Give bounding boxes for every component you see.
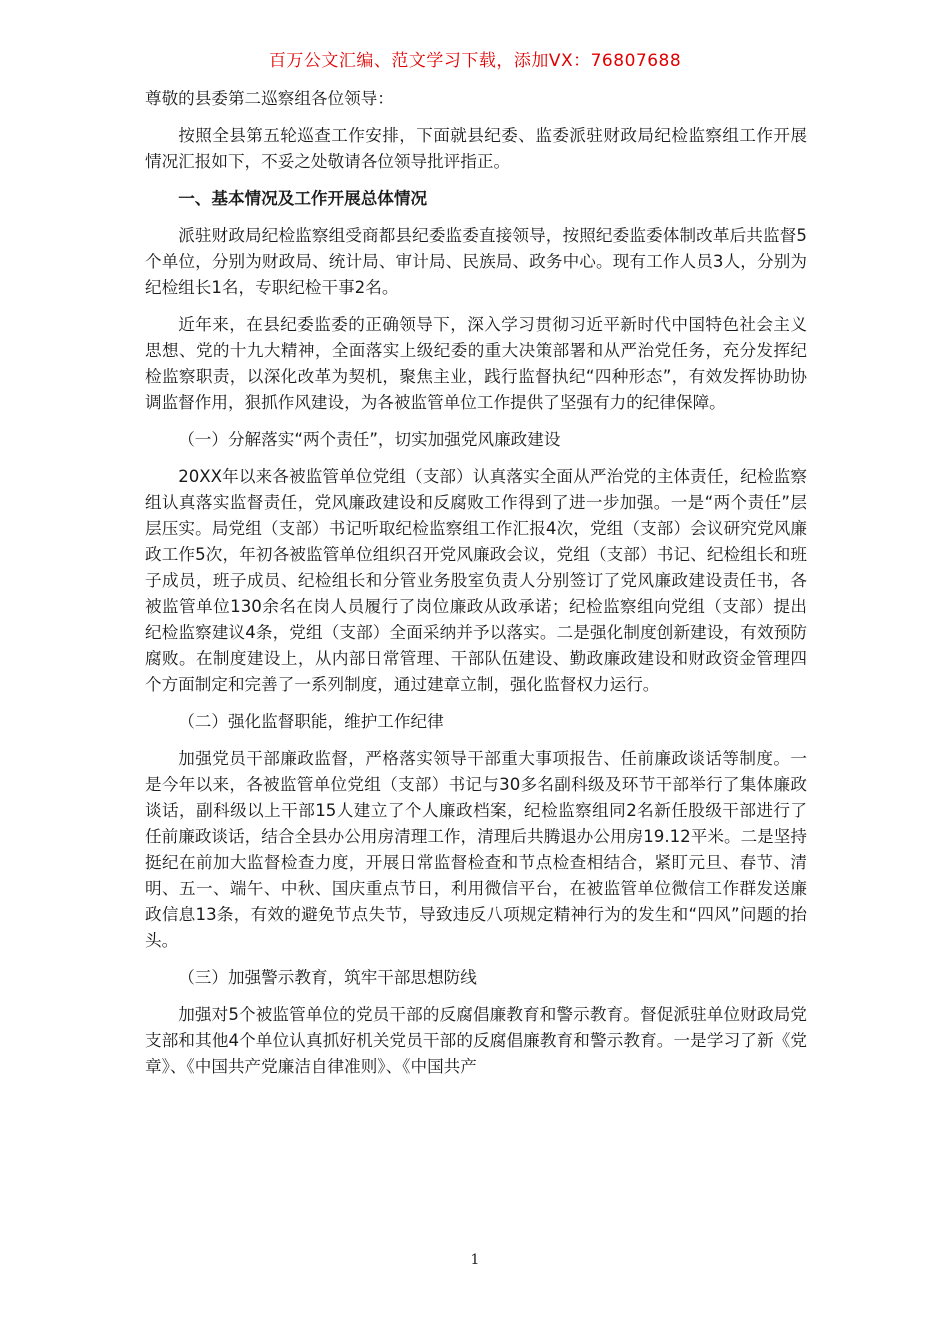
section-1-heading: 一、基本情况及工作开展总体情况 [178,189,428,208]
subsection-2-heading: （二）强化监督职能，维护工作纪律 [178,712,444,731]
subsection-3-heading: （三）加强警示教育，筑牢干部思想防线 [178,968,477,987]
page-number: 1 [470,1252,480,1268]
salutation: 尊敬的县委第二巡察组各位领导： [145,89,394,108]
document-body [145,86,807,1091]
section-1-paragraph-2: 近年来，在县纪委监委的正确领导下，深入学习贯彻习近平新时代中国特色社会主义思想、党的十九大精神，全面落实上级纪委的重大决策部署和从严治党任务，充分发挥纪检监察职责，以深化改革为契机，聚焦主业，践行监督执纪“四种形态”，有效发挥协助协调监督作用，狠抓作风建设，为各被监管单位工作提供了坚强有力的纪律保障。 [145,315,807,412]
section-1-paragraph-1: 派驻财政局纪检监察组受商都县纪委监委直接领导，按照纪委监委体制改革后共监督5个单位，分别为财政局、统计局、审计局、民族局、政务中心。现有工作人员3人，分别为纪检组长1名，专职纪检干事2名。 [145,226,807,297]
subsection-1-heading: （一）分解落实“两个责任”，切实加强党风廉政建设 [178,430,561,449]
intro-paragraph: 按照全县第五轮巡查工作安排，下面就县纪委、监委派驻财政局纪检监察组工作开展情况汇报如下，不妥之处敬请各位领导批评指正。 [145,126,807,171]
watermark-header: 百万公文汇编、范文学习下载，添加VX：76807688 [268,51,682,71]
subsection-1-paragraph: 20XX年以来各被监管单位党组（支部）认真落实全面从严治党的主体责任，纪检监察组认真落实监督责任，党风廉政建设和反腐败工作得到了进一步加强。一是“两个责任”层层压实。局党组（支部）书记听取纪检监察组工作汇报4次，党组（支部）会议研究党风廉政工作5次，年初各被监管单位组织召开党风廉政会议，党组（支部）书记、纪检组长和班子成员，班子成员、纪检组长和分管业务股室负责人分别签订了党风廉政建设责任书，各被监管单位130余名在岗人员履行了岗位廉政从政承诺；纪检监察组向党组（支部）提出纪检监察建议4条，党组（支部）全面采纳并予以落实。二是强化制度创新建设，有效预防腐败。在制度建设上，从内部日常管理、干部队伍建设、勤政廉政建设和财政资金管理四个方面制定和完善了一系列制度，通过建章立制，强化监督权力运行。 [145,467,807,694]
subsection-3-paragraph: 加强对5个被监管单位的党员干部的反腐倡廉教育和警示教育。督促派驻单位财政局党支部和其他4个单位认真抓好机关党员干部的反腐倡廉教育和警示教育。一是学习了新《党章》、《中国共产党廉洁自律准则》、《中国共产 [145,1005,807,1076]
subsection-2-paragraph: 加强党员干部廉政监督，严格落实领导干部重大事项报告、任前廉政谈话等制度。一是今年以来，各被监管单位党组（支部）书记与30多名副科级及环节干部举行了集体廉政谈话，副科级以上干部15人建立了个人廉政档案，纪检监察组同2名新任股级干部进行了任前廉政谈话，结合全县办公用房清理工作，清理后共腾退办公用房19.12平米。二是坚持挺纪在前加大监督检查力度，开展日常监督检查和节点检查相结合，紧盯元旦、春节、清明、五一、端午、中秋、国庆重点节日，利用微信平台，在被监管单位微信工作群发送廉政信息13条，有效的避免节点失节，导致违反八项规定精神行为的发生和“四风”问题的抬头。 [145,749,807,950]
